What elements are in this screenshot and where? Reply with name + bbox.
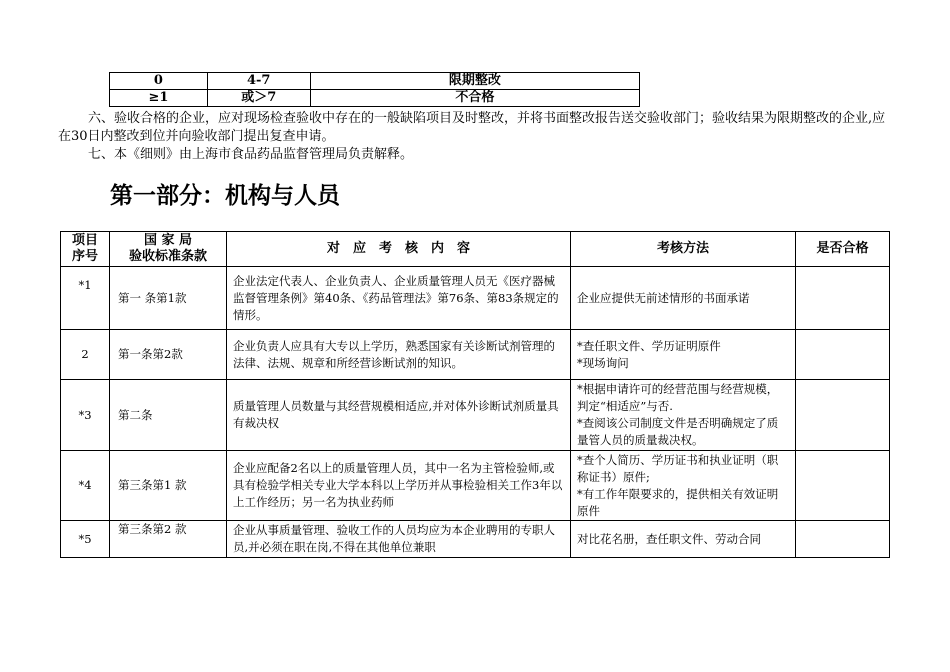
pass-cell (796, 330, 890, 380)
header-content: 对 应 考 核 内 容 (227, 232, 571, 267)
inspection-table (60, 231, 890, 558)
method-line: *现场询问 (577, 355, 629, 370)
table-row (61, 267, 890, 330)
pass-cell (796, 521, 890, 558)
table-row (61, 451, 890, 521)
method-line: *查阅该公司制度文件是否明确规定了质量管人员的质量裁决权。 (577, 416, 779, 447)
header-text: 项目 (71, 233, 98, 248)
header-clause (110, 232, 227, 267)
table-cell: 4-7 (207, 73, 310, 90)
pass-cell (796, 451, 890, 521)
pass-cell (796, 380, 890, 451)
header-text: 国 家 局 (143, 233, 193, 248)
clause-cell: 第三条第2 款 (110, 521, 227, 558)
table-cell: ≥1 (110, 90, 208, 107)
result-table (109, 72, 640, 107)
clause-cell: 第二条 (110, 380, 227, 451)
item-number: *4 (61, 451, 110, 521)
section-title: 第一部分：机构与人员 (110, 183, 340, 209)
method-line: 企业应提供无前述情形的书面承诺 (577, 290, 750, 305)
table-row (61, 380, 890, 451)
method-cell (571, 330, 796, 380)
method-line: *查个人简历、学历证书和执业证明（职称证书）原件; (577, 452, 779, 484)
table-row (61, 330, 890, 380)
table-header-row (61, 232, 890, 267)
content-cell: 企业应配备2名以上的质量管理人员，其中一名为主管检验师,或具有检验学相关专业大学本科以上学历并从事检验相关工作3年以上工作经历；另一名为执业药师 (227, 451, 571, 521)
clause-cell: 第三条第1 款 (110, 451, 227, 521)
header-method: 考核方法 (571, 232, 796, 267)
paragraph-seven: 七、本《细则》由上海市食品药品监督管理局负责解释。 (88, 147, 414, 162)
method-cell (571, 267, 796, 330)
item-number: *5 (61, 521, 110, 558)
table-row (110, 73, 640, 90)
header-text: 验收标准条款 (128, 249, 207, 264)
header-text: 序号 (71, 249, 98, 264)
content-cell: 企业法定代表人、企业负责人、企业质量管理人员无《医疗器械监督管理条例》第40条、《药品管理法》第76条、第83条规定的情形。 (227, 267, 571, 330)
header-pass: 是否合格 (796, 232, 890, 267)
table-cell: 不合格 (310, 90, 639, 107)
table-cell: 0 (110, 73, 208, 90)
table-row (61, 521, 890, 558)
method-line: 对比花名册，查任职文件、劳动合同 (577, 531, 761, 546)
table-row (110, 90, 640, 107)
item-number: 2 (61, 330, 110, 380)
item-number: *1 (61, 267, 110, 330)
content-cell: 企业负责人应具有大专以上学历，熟悉国家有关诊断试剂管理的法律、法规、规章和所经营诊断试剂的知识。 (227, 330, 571, 380)
method-line: *根据申请许可的经营范围与经营规模，判定“相适应”与否. (577, 382, 779, 413)
method-cell (571, 380, 796, 451)
item-number: *3 (61, 380, 110, 451)
clause-cell: 第一 条第1款 (110, 267, 227, 330)
table-cell: 限期整改 (310, 73, 639, 90)
method-line: *查任职文件、学历证明原件 (577, 338, 721, 353)
header-item-no (61, 232, 110, 267)
method-cell (571, 451, 796, 521)
content-cell: 质量管理人员数量与其经营规模相适应,并对体外诊断试剂质量具有裁决权 (227, 380, 571, 451)
table-cell: 或＞7 (207, 90, 310, 107)
paragraph-six: 六、验收合格的企业，应对现场检查验收中存在的一般缺陷项目及时整改，并将书面整改报告送交验收部门；验收结果为限期整改的企业,应在30日内整改到位并向验收部门提出复查申请。 (58, 111, 886, 144)
method-cell (571, 521, 796, 558)
pass-cell (796, 267, 890, 330)
clause-cell: 第一条第2款 (110, 330, 227, 380)
method-line: *有工作年限要求的，提供相关有效证明原件 (577, 486, 779, 518)
content-cell: 企业从事质量管理、验收工作的人员均应为本企业聘用的专职人员,并必须在职在岗,不得在其他单位兼职 (227, 521, 571, 558)
